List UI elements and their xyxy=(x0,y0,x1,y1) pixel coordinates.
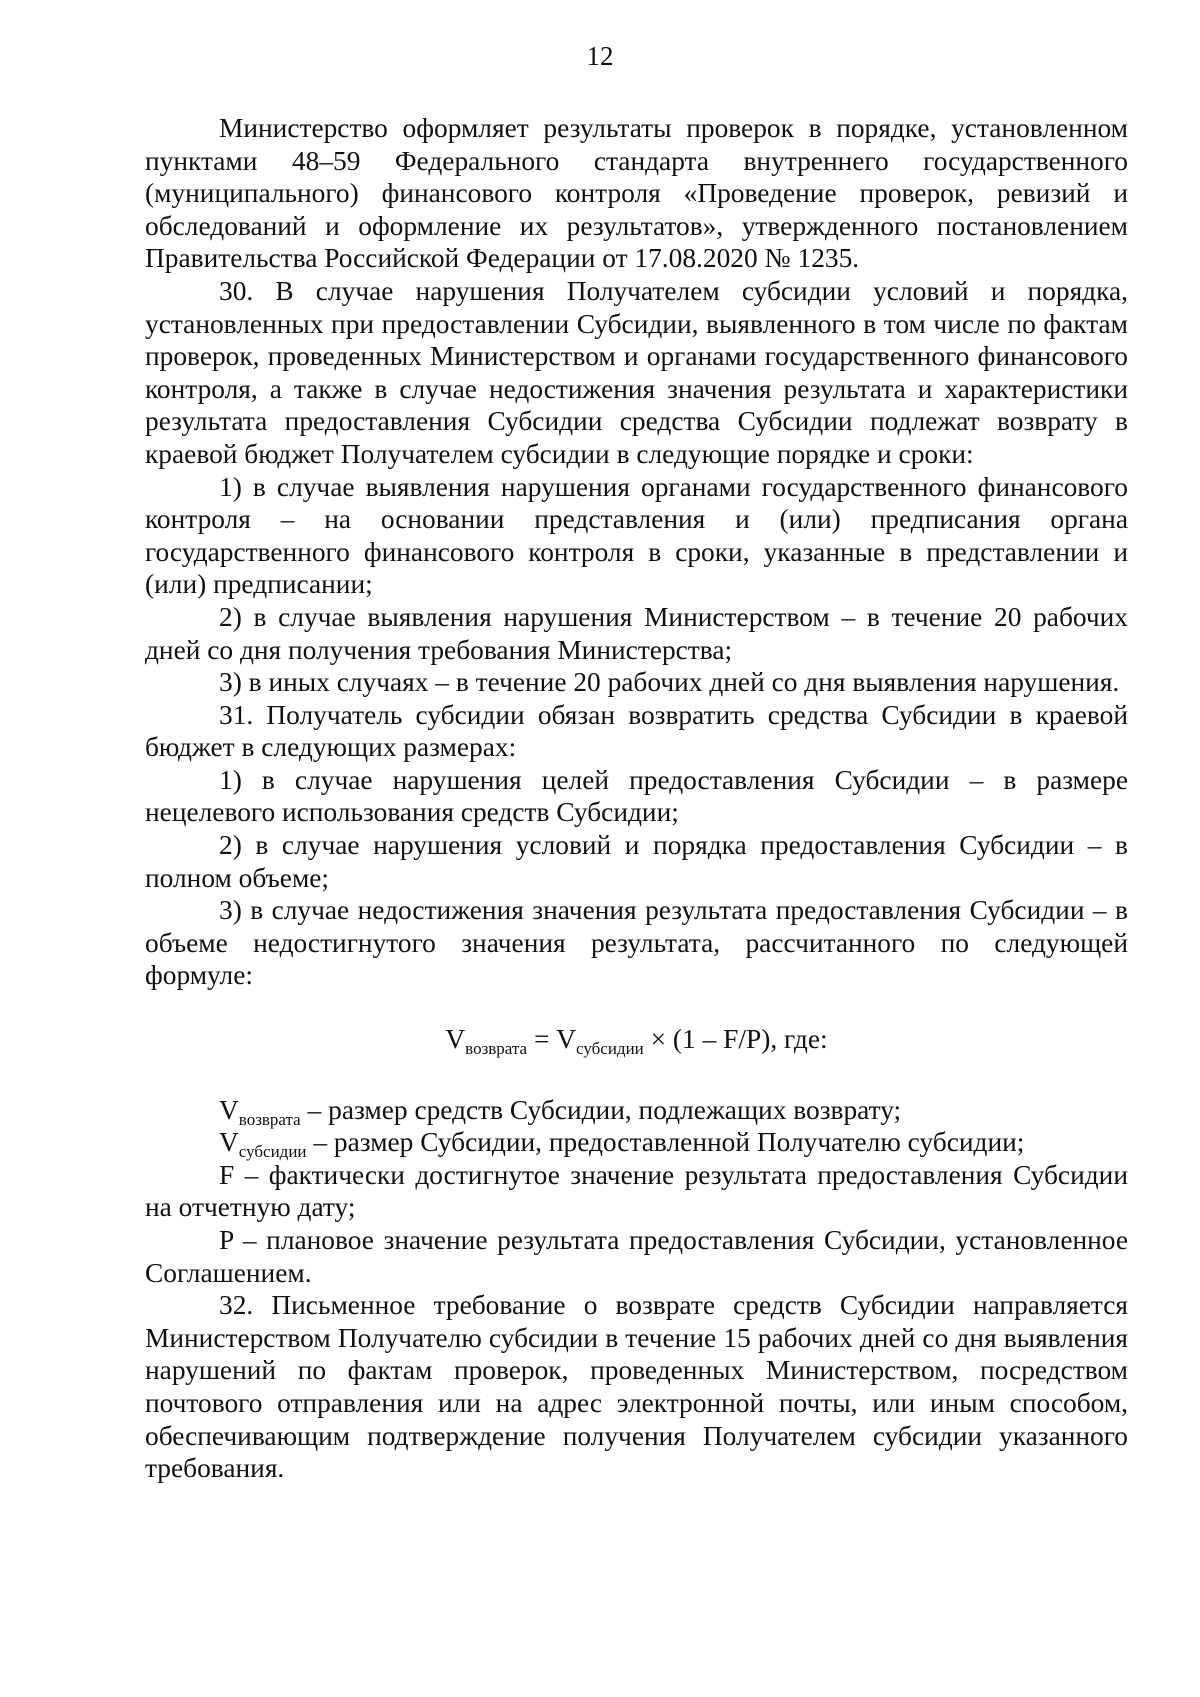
definition-subscript: возврата xyxy=(238,1109,301,1129)
paragraph-32: 32. Письменное требование о возврате средств Субсидии направляется Министерством Получателю субсидии в течение 15 рабочих дней со дня выявления нарушений по фактам проверок, проведенных Министерством, посредством почтового отправления или на адрес электронной почты, или иным способом, обеспечивающим подтверждение получения Получателем субсидии указанного требования. xyxy=(145,1290,1128,1484)
definition-v-return xyxy=(145,1094,1128,1127)
paragraph-31-item-1: 1) в случае нарушения целей предоставления Субсидии – в размере нецелевого использования средств Субсидии; xyxy=(145,764,1128,828)
definition-v-subsidy xyxy=(145,1126,1128,1162)
paragraph-30: 30. В случае нарушения Получателем субсидии условий и порядка, установленных при предоставлении Субсидии, выявленного в том числе по фактам проверок, проведенных Министерством и органами государственного финансового контроля, а также в случае недостижения значения результата и характеристики результата предоставления Субсидии средства Субсидии подлежат возврату в краевой бюджет Получателем субсидии в следующие порядке и сроки: xyxy=(145,275,1128,469)
formula-v-return: V xyxy=(445,1024,466,1055)
formula-sub-return: возврата xyxy=(465,1039,528,1059)
paragraph-30-item-3: 3) в иных случаях – в течение 20 рабочих дней со дня выявления нарушения. xyxy=(219,667,1120,698)
formula-equals: = xyxy=(527,1024,557,1055)
paragraph-ministry-results: Министерство оформляет результаты проверок в порядке, установленном пунктами 48–59 Федерального стандарта внутреннего государственного (муниципального) финансового контроля «Проведение проверок, ревизий и обследований и оформление их результатов», утвержденного постановлением Правительства Российской Федерации от 17.08.2020 № 1235. xyxy=(145,113,1128,274)
formula-sub-subsidy: субсидии xyxy=(576,1039,644,1059)
definition-symbol: V xyxy=(219,1127,239,1158)
formula-v-subsidy: V xyxy=(556,1024,577,1055)
definition-text: – размер средств Субсидии, подлежащих возврату; xyxy=(300,1094,902,1125)
paragraph-31-item-2: 2) в случае нарушения условий и порядка предоставления Субсидии – в полном объеме; xyxy=(145,830,1128,893)
definition-text: – размер Субсидии, предоставленной Получателю субсидии; xyxy=(306,1127,1025,1158)
definition-symbol: V xyxy=(219,1094,239,1125)
return-formula xyxy=(145,992,1128,1094)
page-number: 12 xyxy=(586,41,614,71)
formula-rest: × (1 – F/P), где: xyxy=(643,1024,828,1055)
paragraph-31-item-3: 3) в случае недостижения значения результата предоставления Субсидии – в объеме недостигнутого значения результата, рассчитанного по следующей формуле: xyxy=(145,895,1128,991)
paragraph-31: 31. Получатель субсидии обязан возвратить средства Субсидии в краевой бюджет в следующих размерах: xyxy=(145,699,1128,763)
definition-f: F – фактически достигнутое значение результата предоставления Субсидии на отчетную дату; xyxy=(145,1159,1128,1223)
document-body xyxy=(145,112,1128,1485)
paragraph-30-item-2: 2) в случае выявления нарушения Министерством – в течение 20 рабочих дней со дня получения требования Министерства; xyxy=(145,601,1128,665)
paragraph-30-item-1: 1) в случае выявления нарушения органами государственного финансового контроля – на основании представления и (или) предписания органа государственного финансового контроля в сроки, указанные в представлении и (или) предписании; xyxy=(145,471,1128,600)
definition-p: P – плановое значение результата предоставления Субсидии, установленное Соглашением. xyxy=(145,1225,1128,1288)
definition-subscript: субсидии xyxy=(238,1142,307,1162)
